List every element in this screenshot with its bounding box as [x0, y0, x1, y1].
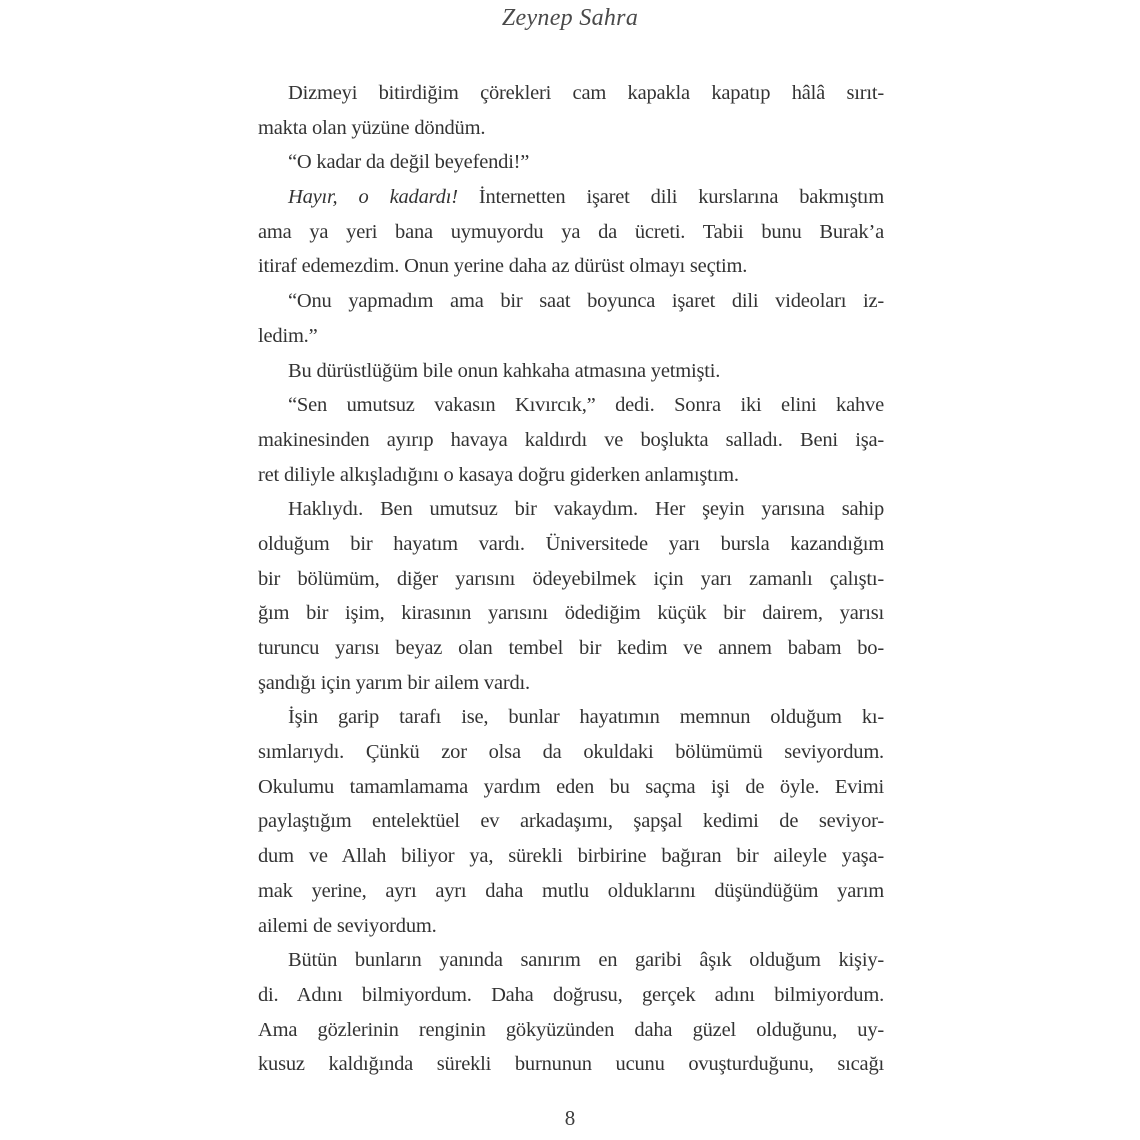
text-line	[258, 145, 884, 180]
text-segment: “Sen umutsuz vakasın Kıvırcık,” dedi. Sonra iki elini kahve	[288, 394, 884, 417]
text-segment: paylaştığım entelektüel ev arkadaşımı, şapşal kedimi de seviyor-	[258, 810, 884, 833]
text-line	[258, 111, 884, 146]
text-segment: Okulumu tamamlamama yardım eden bu saçma işi de öyle. Evimi	[258, 775, 884, 798]
text-segment: ğım bir işim, kirasının yarısını ödediğim küçük bir dairem, yarısı	[258, 602, 884, 625]
text-line	[258, 76, 884, 111]
text-segment: Haklıydı. Ben umutsuz bir vakaydım. Her şeyin yarısına sahip	[288, 498, 884, 521]
text-line	[258, 562, 884, 597]
text-line	[258, 527, 884, 562]
text-line	[258, 458, 884, 493]
text-line	[258, 909, 884, 944]
text-segment: itiraf edemezdim. Onun yerine daha az dürüst olmayı seçtim.	[258, 255, 748, 278]
page-number: 8	[564, 1106, 576, 1130]
text-segment: olduğum bir hayatım vardı. Üniversitede yarı bursla kazandığım	[258, 532, 884, 555]
text-segment: şandığı için yarım bir ailem vardı.	[258, 671, 530, 694]
text-line	[258, 700, 884, 735]
text-line	[258, 354, 884, 389]
text-line	[258, 631, 884, 666]
text-segment: ret diliyle alkışladığını o kasaya doğru giderken anlamıştım.	[258, 463, 739, 486]
text-line	[258, 284, 884, 319]
text-segment: mak yerine, ayrı ayrı daha mutlu olduklarını düşündüğüm yarım	[258, 879, 884, 902]
text-segment: “Onu yapmadım ama bir saat boyunca işaret dili videoları iz-	[288, 290, 884, 313]
text-segment: Dizmeyi bitirdiğim çörekleri cam kapakla kapatıp hâlâ sırıt-	[288, 82, 884, 104]
text-line	[258, 735, 884, 770]
text-segment: “O kadar da değil beyefendi!”	[288, 151, 530, 174]
text-segment: Ama gözlerinin renginin gökyüzünden daha güzel olduğunu, uy-	[258, 1018, 884, 1041]
text-line	[258, 943, 884, 978]
text-segment: makinesinden ayırıp havaya kaldırdı ve boşlukta salladı. Beni işa-	[258, 428, 884, 451]
text-line	[258, 249, 884, 284]
text-line	[258, 978, 884, 1013]
text-segment: kusuz kaldığında sürekli burnunun ucunu ovuşturduğunu, sıcağı	[258, 1053, 884, 1076]
text-segment: sımlarıydı. Çünkü zor olsa da okuldaki bölümümü seviyordum.	[258, 741, 884, 764]
text-segment: İşin garip tarafı ise, bunlar hayatımın memnun olduğum kı-	[288, 706, 884, 729]
text-line	[258, 839, 884, 874]
text-line	[258, 215, 884, 250]
text-line	[258, 180, 884, 215]
text-line	[258, 492, 884, 527]
text-line	[258, 423, 884, 458]
text-line	[258, 1047, 884, 1082]
text-segment: dum ve Allah biliyor ya, sürekli birbirine bağıran bir aileyle yaşa-	[258, 845, 884, 868]
text-segment: bir bölümüm, diğer yarısını ödeyebilmek için yarı zamanlı çalıştı-	[258, 567, 884, 590]
text-segment: ama ya yeri bana uymuyordu ya da ücreti. Tabii bunu Burak’a	[258, 220, 884, 243]
text-segment: İnternetten işaret dili kurslarına bakmıştım	[457, 186, 884, 209]
text-segment: ledim.”	[258, 324, 318, 347]
text-line	[258, 1013, 884, 1048]
body-text-block	[258, 76, 884, 1082]
text-line	[258, 804, 884, 839]
running-header-author: Zeynep Sahra	[501, 5, 639, 31]
text-segment: makta olan yüzüne döndüm.	[258, 116, 486, 139]
text-segment: turuncu yarısı beyaz olan tembel bir kedim ve annem babam bo-	[258, 637, 884, 659]
text-segment: Bu dürüstlüğüm bile onun kahkaha atmasına yetmişti.	[288, 359, 721, 382]
text-line	[258, 770, 884, 805]
text-line	[258, 319, 884, 354]
text-line	[258, 388, 884, 423]
text-segment: Bütün bunların yanında sanırım en garibi âşık olduğum kişiy-	[288, 949, 884, 972]
text-segment-italic: Hayır, o kadardı!	[288, 186, 458, 209]
text-line	[258, 874, 884, 909]
text-segment: di. Adını bilmiyordum. Daha doğrusu, gerçek adını bilmiyordum.	[258, 983, 884, 1006]
text-segment: ailemi de seviyordum.	[258, 914, 437, 937]
text-line	[258, 666, 884, 701]
text-line	[258, 596, 884, 631]
